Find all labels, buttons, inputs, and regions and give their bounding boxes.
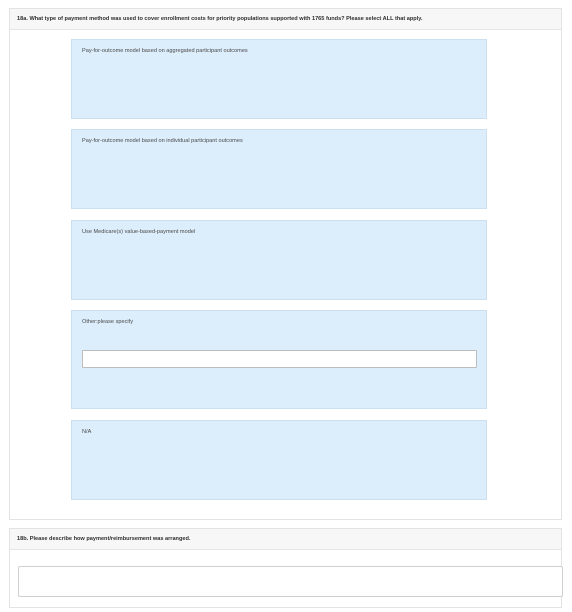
option-label: Pay-for-outcome model based on individual participant outcomes	[82, 138, 243, 144]
payment-description-textarea[interactable]	[18, 566, 563, 597]
option-label: Use Medicare(s) value-based-payment model	[82, 229, 196, 235]
question-18b-title: 18b. Please describe how payment/reimbursement was arranged.	[10, 529, 561, 550]
option-label: Pay-for-outcome model based on aggregated participant outcomes	[82, 48, 248, 54]
option-other[interactable]	[71, 310, 487, 409]
option-individual-outcomes[interactable]	[71, 129, 487, 209]
option-label: N/A	[82, 429, 92, 435]
option-na[interactable]	[71, 420, 487, 500]
question-18b	[9, 528, 562, 608]
option-label: Other:please specify	[82, 319, 133, 325]
question-18a-title: 18a. What type of payment method was used to cover enrollment costs for priority populations supported with 1765 funds? Please select ALL that apply.	[10, 9, 561, 30]
option-aggregated-outcomes[interactable]	[71, 39, 487, 119]
question-18a	[9, 8, 562, 520]
other-specify-input[interactable]	[82, 350, 477, 368]
option-medicare-vbp[interactable]	[71, 220, 487, 300]
